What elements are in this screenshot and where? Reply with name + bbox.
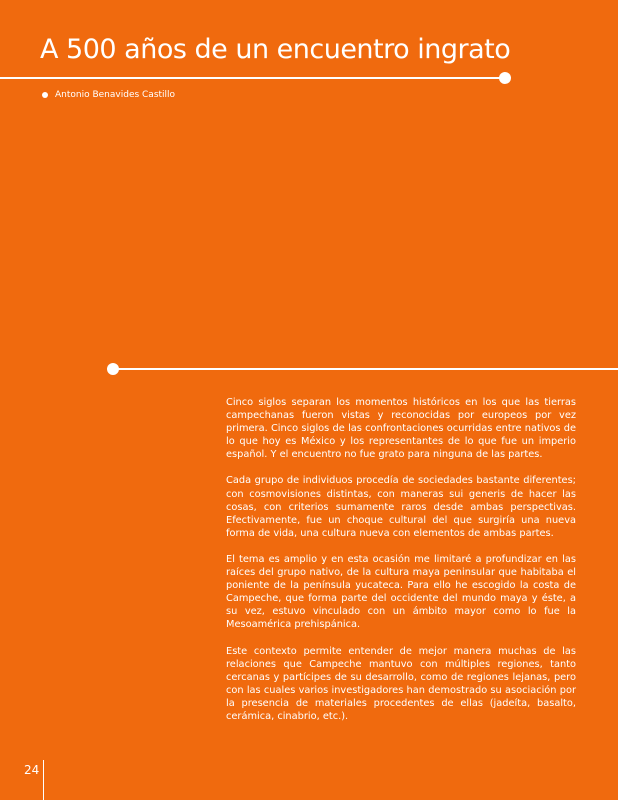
paragraph: Cada grupo de individuos procedía de sociedades bastante diferentes; con cosmovisiones distintas, con maneras sui generis de hacer las cosas, con criterios sumamente raros desde ambas perspectivas. Efectivamente, fue un choque cultural del que surgiría una nueva forma de vida, una cultura nueva con elementos de ambas partes. <box>226 475 576 539</box>
paragraph: Este contexto permite entender de mejor manera muchas de las relaciones que Campeche mantuvo con múltiples regiones, tanto cercanas y partícipes de su desarrollo, como de regiones lejanas, pero con las cuales varios investigadores han demostrado su asociación por la presencia de materiales procedentes de ellas (jadeíta, basalto, cerámica, cinabrio, etc.). <box>226 645 576 722</box>
paragraph: El tema es amplio y en esta ocasión me limitaré a profundizar en las raíces del grupo nativo, de la cultura maya peninsular que habitaba el poniente de la península yucateca. Para ello he escogido la costa de Campeche, que forma parte del occidente del mundo maya y éste, a su vez, estuvo vinculado con un ámbito mayor como lo fue la Mesoamérica prehispánica. <box>226 553 576 631</box>
page-number: 24 <box>24 763 40 777</box>
paragraph: Cinco siglos separan los momentos históricos en los que las tierras campechanas fueron vistas y reconocidas por europeos por vez primera. Cinco siglos de las confrontaciones ocurridas entre nativos de lo que hoy es México y los representantes de lo que fue un imperio español. Y el encuentro no fue grato para ninguna de las partes. <box>226 397 576 461</box>
article-body <box>226 396 576 736</box>
author-byline <box>42 90 175 100</box>
title-divider-line <box>0 77 502 79</box>
body-divider-line <box>113 368 618 370</box>
title-divider-dot <box>499 72 511 84</box>
article-title: A 500 años de un encuentro ingrato <box>40 34 511 65</box>
page-number-rule <box>43 760 44 800</box>
author-name: Antonio Benavides Castillo <box>55 90 176 100</box>
bullet-icon <box>42 92 48 98</box>
